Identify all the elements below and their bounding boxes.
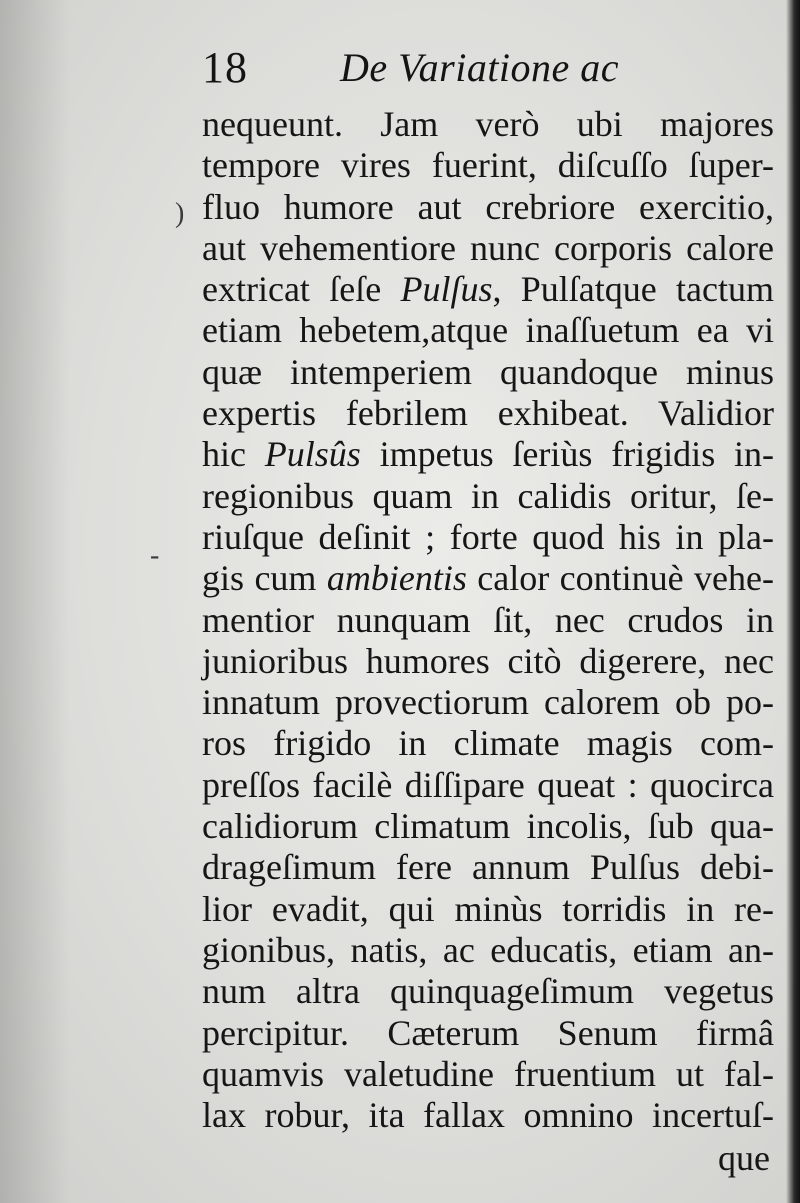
italic-term: Pulſus bbox=[400, 269, 493, 310]
text-segment: drageſimum fere annum Pulſus debi- bbox=[202, 847, 774, 888]
running-head: De Variatione ac bbox=[340, 45, 620, 90]
text-segment: expertis febrilem exhibeat. Validior bbox=[202, 393, 774, 434]
text-segment: lax robur, ita fallax omnino incertuſ- bbox=[202, 1095, 774, 1136]
text-line bbox=[202, 517, 774, 558]
text-line bbox=[202, 765, 774, 806]
text-segment: innatum provectiorum calorem ob po- bbox=[202, 682, 774, 723]
text-line bbox=[202, 145, 774, 186]
text-line bbox=[202, 228, 774, 269]
text-segment: quamvis valetudine fruentium ut fal- bbox=[202, 1053, 774, 1094]
text-segment: calor continuè vehe- bbox=[466, 558, 774, 599]
text-segment: aut vehementiore nunc corporis calore bbox=[202, 227, 774, 268]
margin-mark: - bbox=[150, 540, 160, 571]
text-line bbox=[202, 847, 774, 888]
page-header bbox=[200, 38, 780, 98]
text-segment: junioribus humores citò digerere, nec bbox=[202, 640, 774, 681]
text-line bbox=[202, 641, 774, 682]
text-line bbox=[202, 558, 774, 599]
text-line bbox=[202, 1095, 774, 1136]
text-line bbox=[202, 1013, 774, 1054]
text-segment: extricat ſeſe bbox=[202, 269, 401, 310]
text-segment: mentior nunquam ſit, nec crudos in bbox=[202, 599, 774, 640]
catchword: que bbox=[718, 1138, 770, 1178]
text-segment: tempore vires fuerint, diſcuſſo ſuper- bbox=[202, 145, 774, 186]
text-line bbox=[202, 930, 774, 971]
text-line bbox=[202, 682, 774, 723]
text-line bbox=[202, 600, 774, 641]
margin-mark: ) bbox=[175, 198, 185, 229]
text-line bbox=[202, 1054, 774, 1095]
text-line bbox=[202, 269, 774, 310]
text-line bbox=[202, 310, 774, 351]
text-segment: fluo humore aut crebriore exercitio, bbox=[202, 186, 774, 227]
text-segment: percipitur. Cæterum Senum firmâ bbox=[202, 1012, 774, 1053]
text-segment: preſſos facilè diſſipare queat : quocirca bbox=[202, 764, 774, 805]
text-line bbox=[202, 476, 774, 517]
text-segment: nequeunt. Jam verò ubi majores bbox=[202, 104, 774, 144]
text-segment: hic bbox=[202, 434, 265, 475]
text-segment: ros frigido in climate magis com- bbox=[202, 723, 774, 764]
page-edge bbox=[786, 0, 800, 1203]
text-segment: num altra quinquageſimum vegetus bbox=[202, 971, 774, 1012]
text-segment: calidiorum climatum incolis, ſub qua- bbox=[202, 806, 774, 847]
text-segment: etiam hebetem,atque inaſſuetum ea vi bbox=[202, 310, 774, 351]
text-segment: gionibus, natis, ac educatis, etiam an- bbox=[202, 929, 774, 970]
text-segment: riuſque deſinit ; forte quod his in pla- bbox=[202, 516, 774, 557]
text-line bbox=[202, 889, 774, 930]
italic-term: ambientis bbox=[326, 558, 467, 599]
text-line bbox=[202, 806, 774, 847]
text-segment: , Pulſatque tactum bbox=[492, 269, 775, 310]
text-segment: impetus ſeriùs frigidis in- bbox=[360, 434, 774, 475]
text-line bbox=[202, 393, 774, 434]
body-text bbox=[202, 104, 774, 1136]
text-line bbox=[202, 187, 774, 228]
text-line bbox=[202, 434, 774, 475]
text-segment: lior evadit, qui minùs torridis in re- bbox=[202, 888, 774, 929]
text-line bbox=[202, 352, 774, 393]
text-segment: quæ intemperiem quandoque minus bbox=[202, 351, 774, 392]
text-line bbox=[202, 104, 774, 145]
text-segment: regionibus quam in calidis oritur, ſe- bbox=[202, 475, 774, 516]
page-number: 18 bbox=[202, 43, 248, 92]
text-line bbox=[202, 723, 774, 764]
gutter-shadow bbox=[0, 0, 70, 1203]
text-segment: gis cum bbox=[202, 558, 327, 599]
text-line bbox=[202, 971, 774, 1012]
italic-term: Pulsûs bbox=[264, 434, 361, 475]
